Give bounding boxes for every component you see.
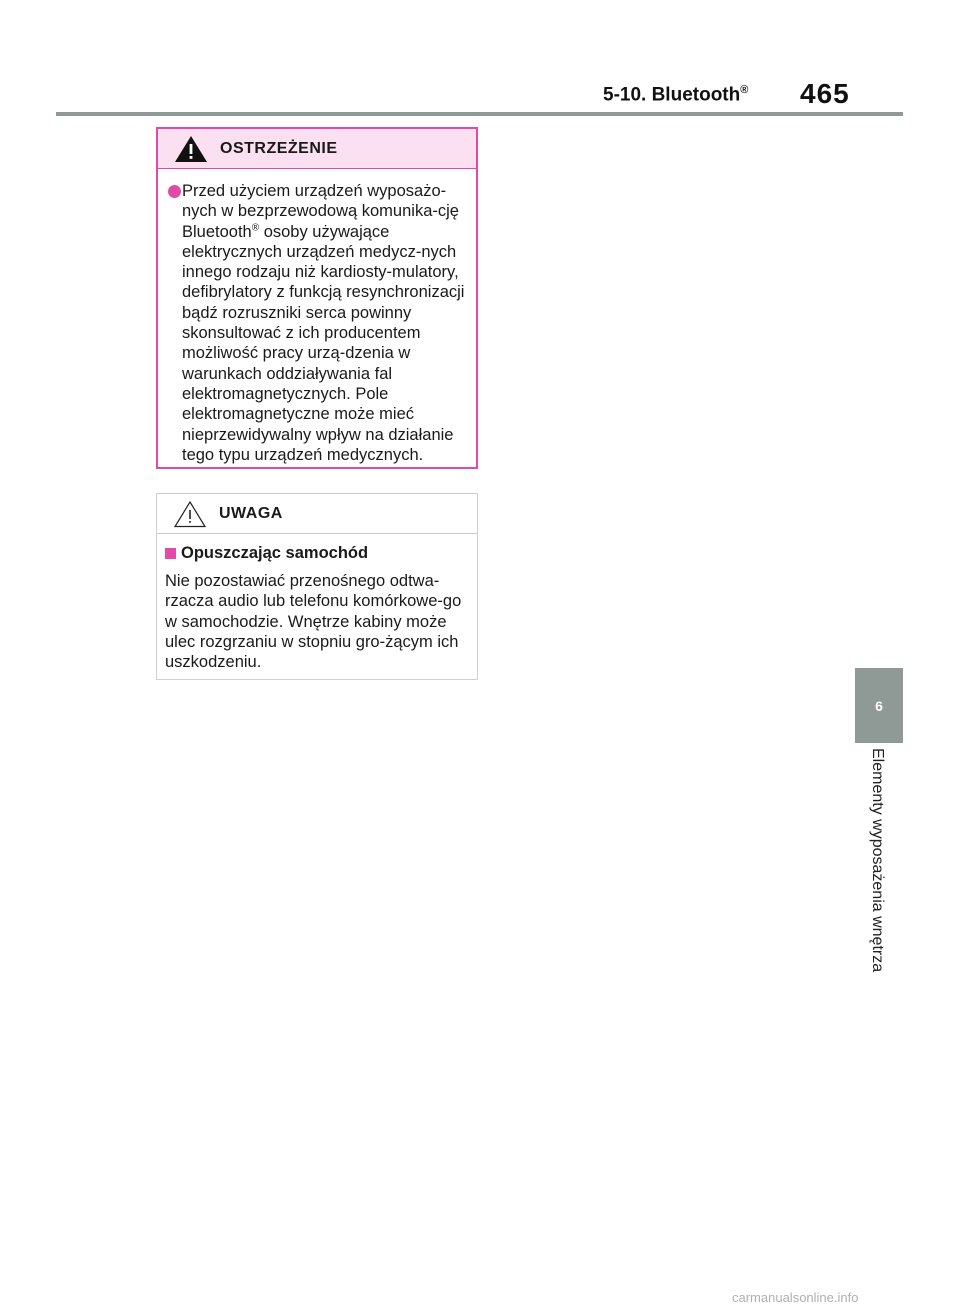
caution-title: UWAGA <box>219 504 283 522</box>
watermark: carmanualsonline.info <box>732 1290 859 1305</box>
header-divider <box>56 112 903 116</box>
warning-header <box>158 129 476 169</box>
warning-text <box>182 181 466 465</box>
page-number: 465 <box>800 78 850 109</box>
warning-body <box>158 169 476 465</box>
chapter-tab[interactable] <box>855 668 903 743</box>
caution-box <box>156 493 478 680</box>
chapter-number: 6 <box>875 697 883 714</box>
square-bullet-icon <box>165 548 176 559</box>
caution-subheading <box>165 544 467 563</box>
warning-text-part2: osoby używające elektrycznych urządzeń medycz-nych innego rodzaju niż kardiosty-mulatory, defibrylatory z funkcją resynchronizacji bądź rozruszniki serca powinny skonsultować z ich producentem możliwość pracy urzą-dzenia w warunkach oddziaływania fal elektromagnetycznych. Pole elektromagnetyczne może mieć nieprzewidywalny wpływ na działanie tego typu urządzeń medycznych. <box>182 222 465 464</box>
warning-text-part1: Przed użyciem urządzeń wyposażo-nych w bezprzewodową komunika-cję Bluetooth <box>182 182 459 241</box>
caution-subheading-text: Opuszczając samochód <box>181 544 369 562</box>
section-title-text: 5-10. Bluetooth <box>603 84 741 106</box>
registered-mark: ® <box>740 84 749 96</box>
warning-registered-mark: ® <box>251 222 260 234</box>
chapter-label: Elementy wyposażenia wnętrza <box>869 748 886 973</box>
warning-title: OSTRZEŻENIE <box>220 139 338 157</box>
bullet-dot-icon <box>168 185 181 198</box>
caution-body <box>157 534 477 672</box>
section-title <box>603 84 748 106</box>
caution-text: Nie pozostawiać przenośnego odtwa-rzacza audio lub telefonu komórkowe-go w samochodzie. Wnętrze kabiny może ulec rozgrzaniu w stopniu gro-żącym ich uszkodzeniu. <box>165 572 462 672</box>
warning-box <box>156 127 478 469</box>
caution-triangle-icon <box>173 500 207 528</box>
warning-triangle-icon <box>174 135 208 163</box>
caution-header <box>157 494 477 534</box>
